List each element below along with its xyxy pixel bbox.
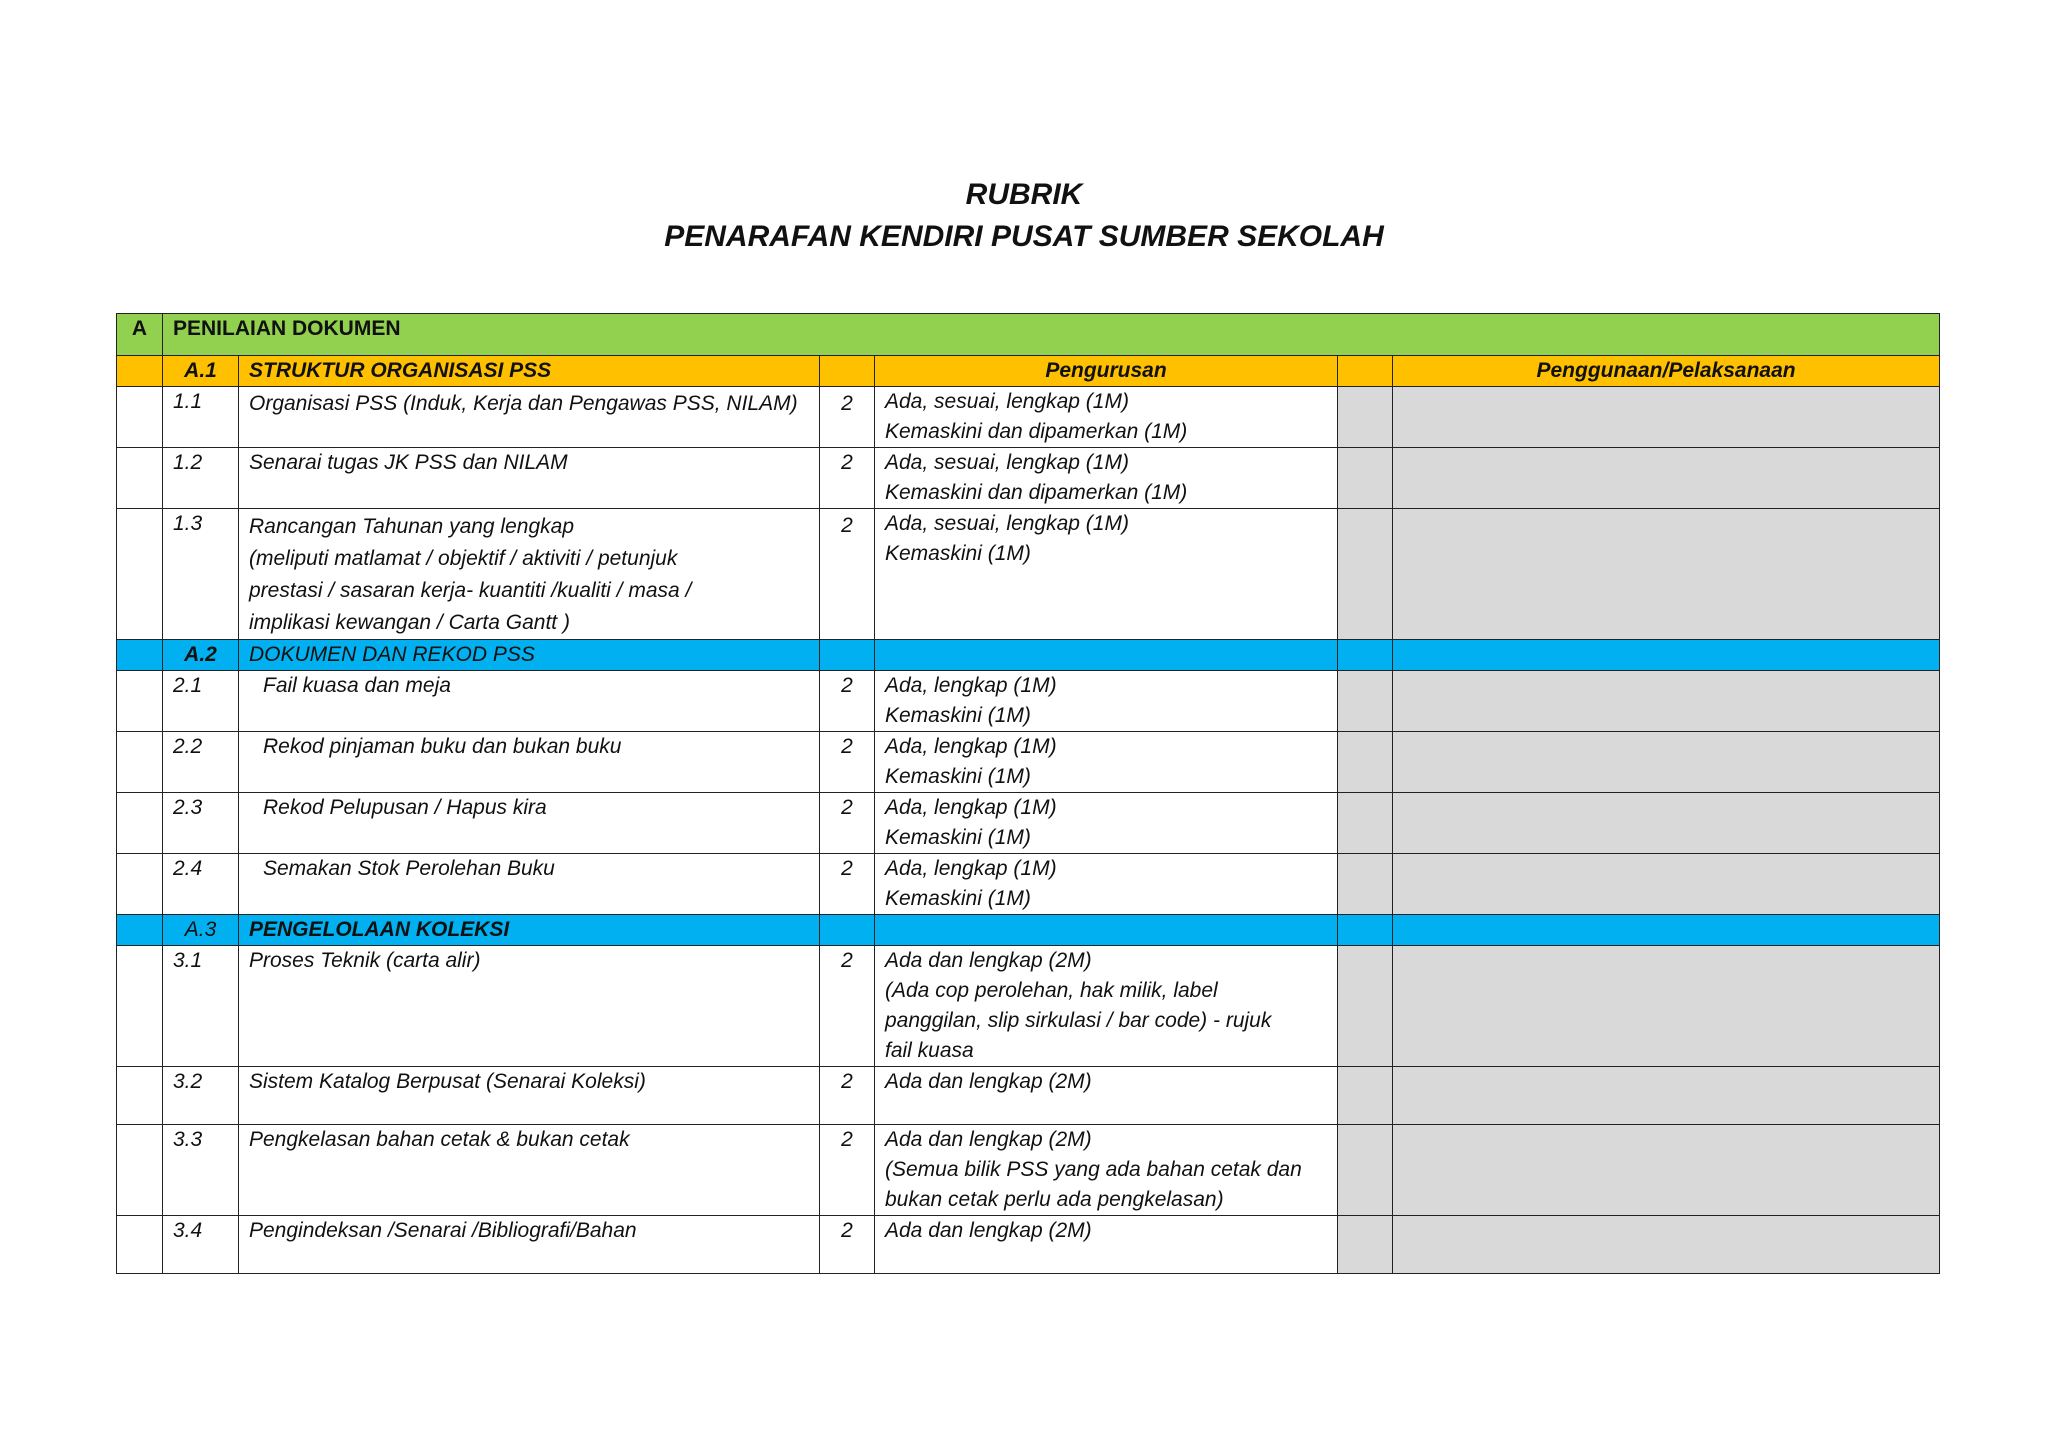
penggunaan-cell: [1393, 1216, 1940, 1274]
group-header-row: [117, 356, 1940, 387]
table-row: [117, 1216, 1940, 1274]
item-score: 2: [820, 509, 875, 640]
item-score: 2: [820, 854, 875, 915]
table-row: [117, 946, 1940, 1067]
score-cell: [1338, 854, 1393, 915]
item-description: Pengkelasan bahan cetak & bukan cetak: [239, 1125, 820, 1216]
item-score: 2: [820, 946, 875, 1067]
item-criteria: Ada, sesuai, lengkap (1M) Kemaskini dan dipamerkan (1M): [875, 387, 1338, 448]
item-description: Rekod Pelupusan / Hapus kira: [239, 793, 820, 854]
item-criteria: Ada, lengkap (1M) Kemaskini (1M): [875, 732, 1338, 793]
item-score: 2: [820, 1125, 875, 1216]
score-cell: [1338, 387, 1393, 448]
item-number: 1.1: [163, 387, 239, 448]
item-description: Pengindeksan /Senarai /Bibliografi/Bahan: [239, 1216, 820, 1274]
item-criteria: Ada, sesuai, lengkap (1M) Kemaskini (1M): [875, 509, 1338, 640]
group-title: STRUKTUR ORGANISASI PSS: [239, 356, 820, 387]
item-criteria: Ada dan lengkap (2M) (Semua bilik PSS yang ada bahan cetak dan bukan cetak perlu ada pengkelasan): [875, 1125, 1338, 1216]
penggunaan-cell: [1393, 509, 1940, 640]
item-score: 2: [820, 671, 875, 732]
score-cell: [1338, 946, 1393, 1067]
item-description: Fail kuasa dan meja: [239, 671, 820, 732]
section-letter: A: [117, 314, 163, 356]
group-header-row: [117, 640, 1940, 671]
item-number: 1.2: [163, 448, 239, 509]
group-code: A.2: [163, 640, 239, 671]
penggunaan-cell: [1393, 946, 1940, 1067]
item-criteria: Ada dan lengkap (2M) (Ada cop perolehan, hak milik, label panggilan, slip sirkulasi / bar code) - rujuk fail kuasa: [875, 946, 1338, 1067]
group-code: A.1: [163, 356, 239, 387]
table-row: [117, 793, 1940, 854]
section-header-row: [117, 314, 1940, 356]
rubric-table: [116, 313, 1940, 1274]
item-description: Rekod pinjaman buku dan bukan buku: [239, 732, 820, 793]
item-score: 2: [820, 448, 875, 509]
penggunaan-cell: [1393, 732, 1940, 793]
group-code: A.3: [163, 915, 239, 946]
item-criteria: Ada, sesuai, lengkap (1M) Kemaskini dan dipamerkan (1M): [875, 448, 1338, 509]
item-number: 3.1: [163, 946, 239, 1067]
table-row: [117, 671, 1940, 732]
item-number: 2.4: [163, 854, 239, 915]
table-row: [117, 509, 1940, 640]
score-cell: [1338, 732, 1393, 793]
penggunaan-cell: [1393, 448, 1940, 509]
item-description: Rancangan Tahunan yang lengkap (meliputi matlamat / objektif / aktiviti / petunjuk prestasi / sasaran kerja- kuantiti /kualiti / masa / implikasi kewangan / Carta Gantt ): [239, 509, 820, 640]
score-cell: [1338, 1067, 1393, 1125]
table-row: [117, 1067, 1940, 1125]
penggunaan-cell: [1393, 671, 1940, 732]
column-header-penggunaan: Penggunaan/Pelaksanaan: [1393, 356, 1940, 387]
item-score: 2: [820, 1067, 875, 1125]
item-score: 2: [820, 732, 875, 793]
item-description: Organisasi PSS (Induk, Kerja dan Pengawas PSS, NILAM): [239, 387, 820, 448]
penggunaan-cell: [1393, 387, 1940, 448]
item-number: 2.2: [163, 732, 239, 793]
table-row: [117, 732, 1940, 793]
document-title: RUBRIK: [965, 178, 1083, 211]
item-criteria: Ada, lengkap (1M) Kemaskini (1M): [875, 793, 1338, 854]
item-score: 2: [820, 793, 875, 854]
table-row: [117, 1125, 1940, 1216]
item-description: Senarai tugas JK PSS dan NILAM: [239, 448, 820, 509]
document-subtitle: PENARAFAN KENDIRI PUSAT SUMBER SEKOLAH: [664, 220, 1384, 253]
item-description: Sistem Katalog Berpusat (Senarai Koleksi): [239, 1067, 820, 1125]
item-number: 3.4: [163, 1216, 239, 1274]
penggunaan-cell: [1393, 1125, 1940, 1216]
item-number: 1.3: [163, 509, 239, 640]
item-number: 2.3: [163, 793, 239, 854]
score-cell: [1338, 671, 1393, 732]
score-cell: [1338, 1125, 1393, 1216]
section-title: PENILAIAN DOKUMEN: [163, 314, 1940, 356]
table-row: [117, 854, 1940, 915]
score-cell: [1338, 793, 1393, 854]
item-number: 2.1: [163, 671, 239, 732]
item-criteria: Ada dan lengkap (2M): [875, 1067, 1338, 1125]
penggunaan-cell: [1393, 793, 1940, 854]
column-header-pengurusan: Pengurusan: [875, 356, 1338, 387]
group-title: PENGELOLAAN KOLEKSI: [239, 915, 820, 946]
item-description: Proses Teknik (carta alir): [239, 946, 820, 1067]
penggunaan-cell: [1393, 854, 1940, 915]
score-cell: [1338, 509, 1393, 640]
item-criteria: Ada, lengkap (1M) Kemaskini (1M): [875, 854, 1338, 915]
item-score: 2: [820, 1216, 875, 1274]
item-description: Semakan Stok Perolehan Buku: [239, 854, 820, 915]
table-row: [117, 387, 1940, 448]
group-header-row: [117, 915, 1940, 946]
item-number: 3.2: [163, 1067, 239, 1125]
table-row: [117, 448, 1940, 509]
item-criteria: Ada, lengkap (1M) Kemaskini (1M): [875, 671, 1338, 732]
group-title: DOKUMEN DAN REKOD PSS: [239, 640, 820, 671]
penggunaan-cell: [1393, 1067, 1940, 1125]
item-score: 2: [820, 387, 875, 448]
item-criteria: Ada dan lengkap (2M): [875, 1216, 1338, 1274]
item-number: 3.3: [163, 1125, 239, 1216]
score-cell: [1338, 1216, 1393, 1274]
score-cell: [1338, 448, 1393, 509]
